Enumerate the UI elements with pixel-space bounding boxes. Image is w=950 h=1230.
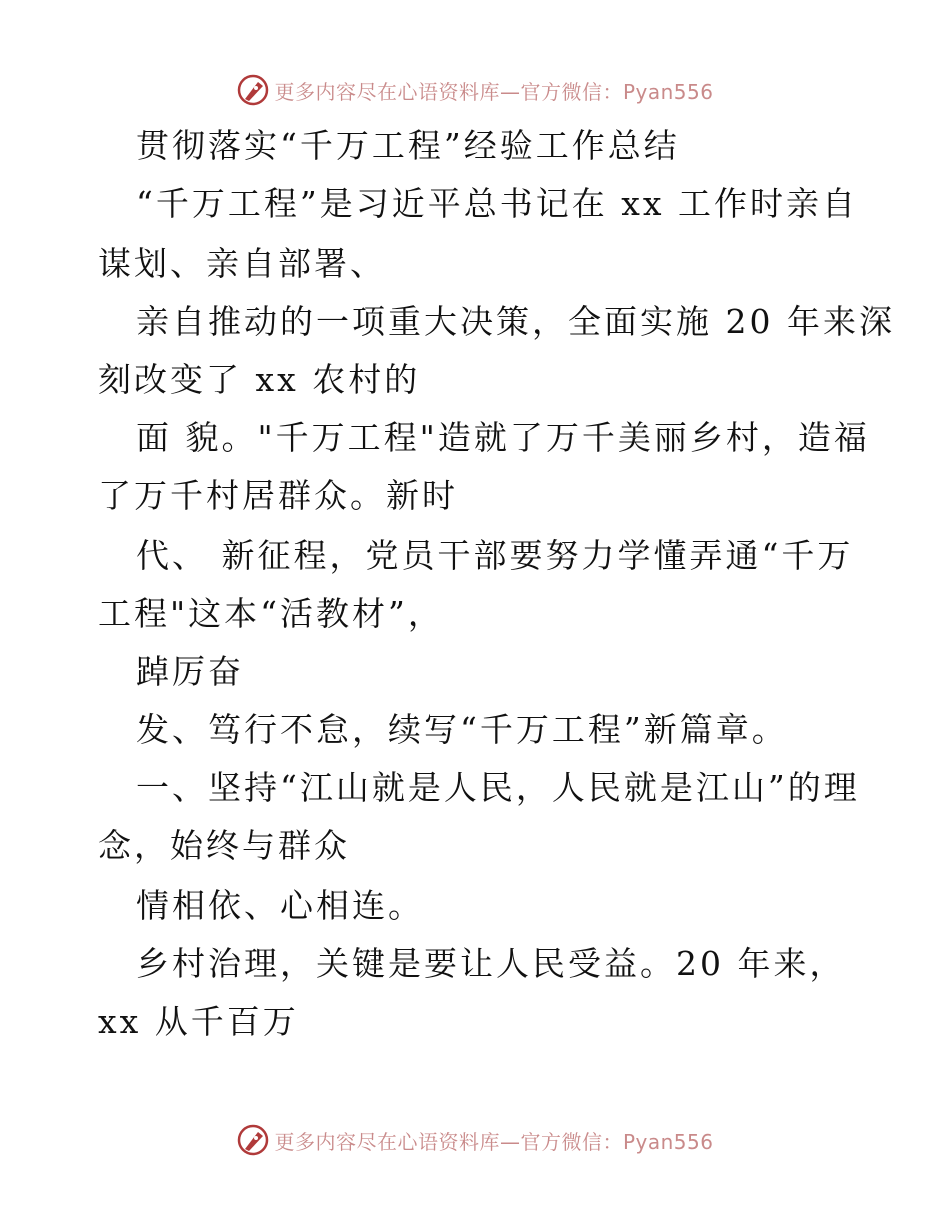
footer-watermark bbox=[0, 1120, 950, 1160]
paragraph-line: “千万工程”是习近平总书记在 xx 工作时亲自 bbox=[136, 184, 858, 223]
document-title: 贯彻落实“千万工程”经验工作总结 bbox=[136, 126, 680, 165]
paragraph-line: 亲自推动的一项重大决策，全面实施 20 年来深 bbox=[136, 302, 895, 341]
header-watermark bbox=[0, 70, 950, 110]
pen-nib-circle-icon bbox=[236, 1123, 270, 1157]
paragraph-line: 了万千村居群众。新时 bbox=[98, 476, 458, 515]
paragraph-line: 代、 新征程，党员干部要努力学懂弄通“千万 bbox=[136, 536, 854, 575]
watermark-text: 更多内容尽在心语资料库—官方微信：Pyan556 bbox=[274, 79, 714, 104]
paragraph-line: 面 貌。"千万工程"造就了万千美丽乡村，造福 bbox=[136, 418, 870, 457]
paragraph-line: 刻改变了 xx 农村的 bbox=[98, 360, 421, 399]
paragraph-line: xx 从千百万 bbox=[98, 1002, 299, 1041]
paragraph-line: 乡村治理，关键是要让人民受益。20 年来， bbox=[136, 944, 846, 983]
watermark-text: 更多内容尽在心语资料库—官方微信：Pyan556 bbox=[274, 1129, 714, 1154]
paragraph-line: 工程"这本“活教材”， bbox=[98, 594, 444, 633]
pen-nib-circle-icon bbox=[236, 73, 270, 107]
paragraph-line: 念，始终与群众 bbox=[98, 826, 350, 865]
paragraph-line: 谋划、亲自部署、 bbox=[98, 244, 386, 283]
section-heading: 一、坚持“江山就是人民，人民就是江山”的理 bbox=[136, 768, 860, 807]
paragraph-line: 发、笃行不怠，续写“千万工程”新篇章。 bbox=[136, 710, 788, 749]
paragraph-line: 情相依、心相连。 bbox=[136, 886, 424, 925]
paragraph-line: 踔厉奋 bbox=[136, 652, 244, 691]
